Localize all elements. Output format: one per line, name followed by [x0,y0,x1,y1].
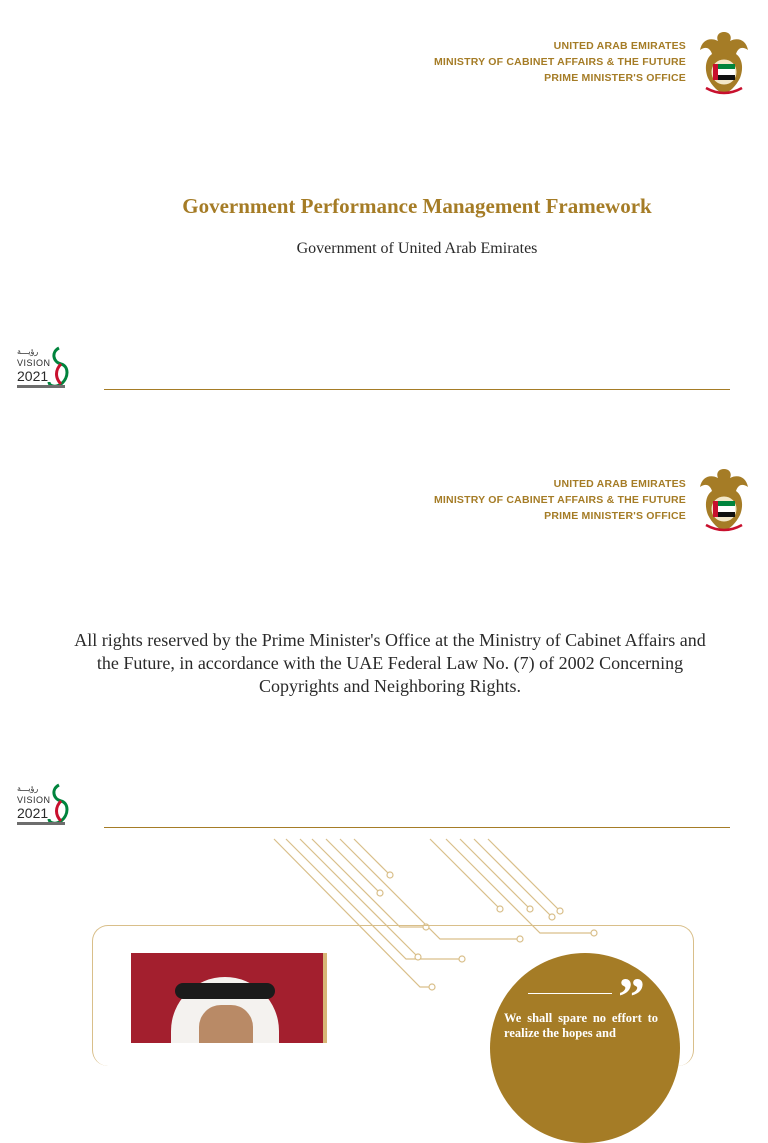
leader-photo [131,953,327,1043]
header-text [434,38,686,86]
header-line-office: PRIME MINISTER'S OFFICE [544,510,686,522]
uae-emblem-icon [698,28,750,96]
footer-rule [104,389,730,390]
vision-logo-arabic: رؤيـــة [17,784,39,793]
vision-logo-word: VISION [17,795,51,805]
vision-logo-word: VISION [17,358,51,368]
vision-2021-logo [15,344,73,392]
quote-text: We shall spare no effort to realize the hopes and [504,1011,658,1040]
quote-mark-icon: ” [618,967,645,1027]
header-text [434,476,686,524]
quote-badge [490,953,680,1143]
header-line-country: UNITED ARAB EMIRATES [553,40,686,52]
quote-page [0,837,768,1040]
copyright-notice: All rights reserved by the Prime Minister's Office at the Ministry of Cabinet Affairs and the Future, in accordance with the UAE Federal Law No. (7) of 2002 Concerning Copyrights and Neighboring Rights. [74,630,706,696]
document-subtitle: Government of United Arab Emirates [296,240,538,257]
uae-emblem-icon [698,465,750,533]
footer-rule [104,827,730,828]
header-line-ministry: MINISTRY OF CABINET AFFAIRS & THE FUTURE [433,494,686,506]
document-title: Government Performance Management Framework [182,194,652,218]
vision-logo-arabic: رؤيـــة [17,347,39,356]
vision-logo-year: 2021 [17,368,49,384]
copyright-page [0,437,768,837]
cover-page [0,0,768,437]
header-line-office: PRIME MINISTER'S OFFICE [544,72,686,84]
header-line-ministry: MINISTRY OF CABINET AFFAIRS & THE FUTURE [433,56,686,68]
vision-logo-year: 2021 [17,805,49,821]
header-line-country: UNITED ARAB EMIRATES [553,478,686,490]
vision-2021-logo [15,781,73,829]
